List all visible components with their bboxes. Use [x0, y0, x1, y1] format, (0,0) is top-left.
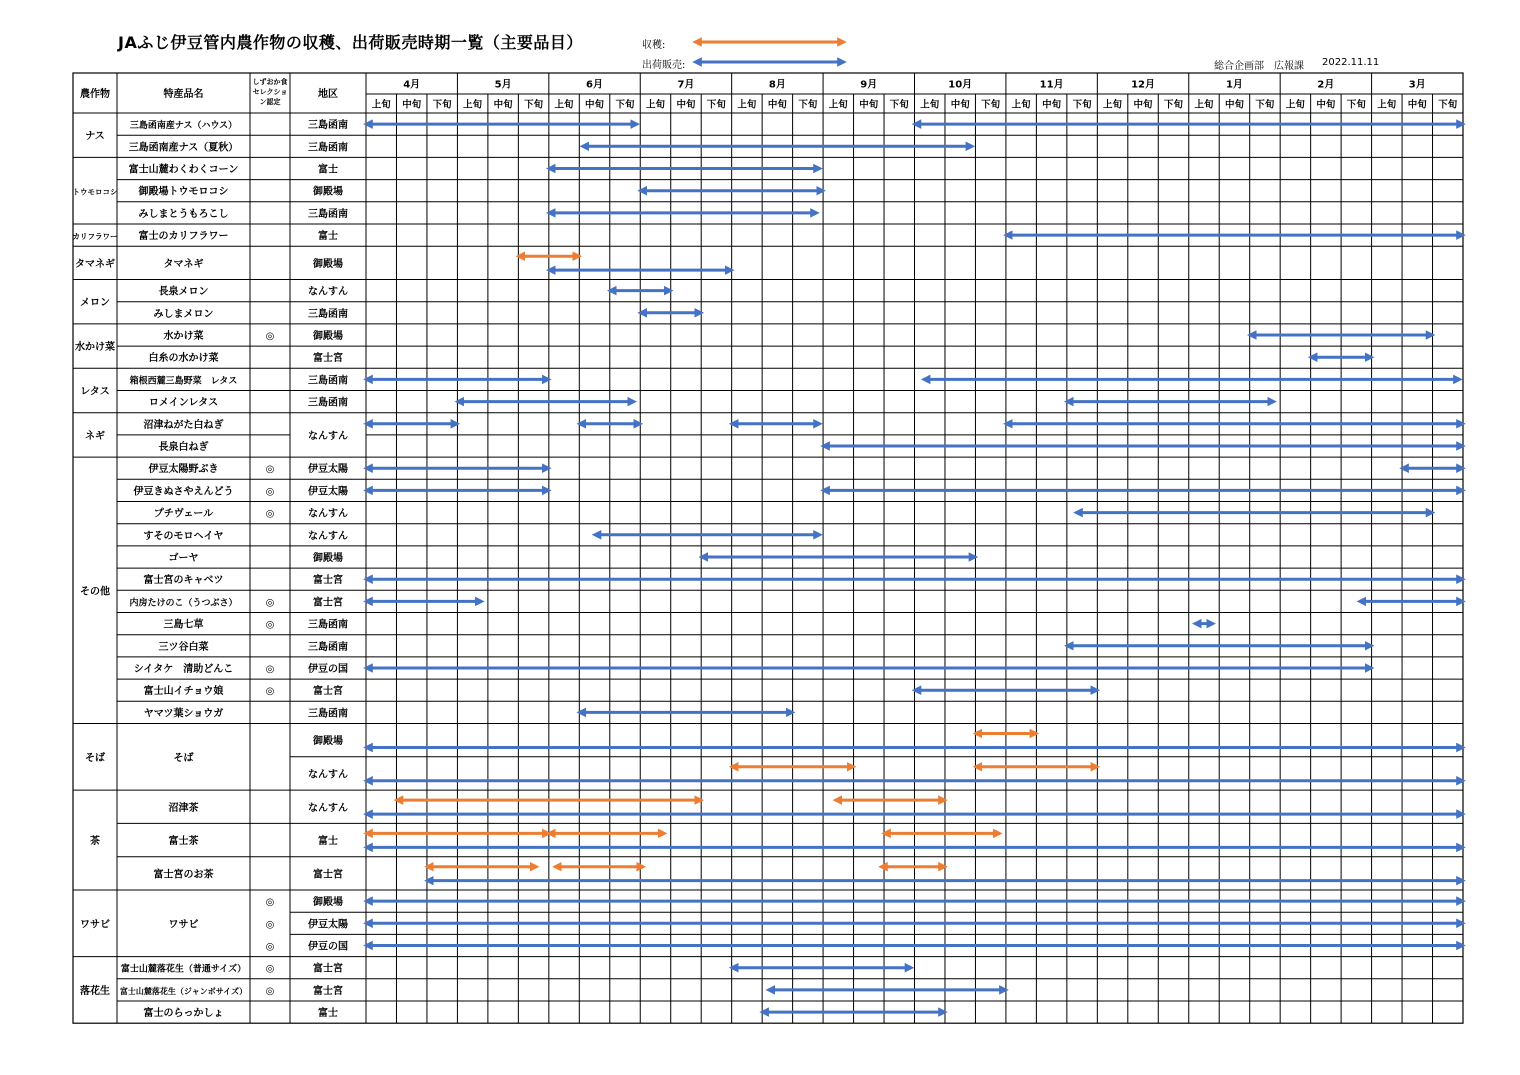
period-label: 中旬: [1042, 99, 1062, 111]
period-label: 下旬: [1255, 99, 1275, 111]
period-label: 上旬: [1194, 99, 1214, 111]
area-name: 伊豆太陽: [308, 486, 348, 498]
product-name: 三島函南産ナス（夏秋）: [128, 142, 239, 154]
area-name: 三島函南: [308, 397, 348, 409]
area-name: なんすん: [308, 802, 348, 814]
area-name: 伊豆の国: [308, 664, 348, 675]
period-label: 上旬: [1377, 99, 1397, 111]
area-name: 三島函南: [308, 708, 348, 720]
period-label: 下旬: [889, 99, 909, 111]
product-name: 富士山イチョウ娘: [143, 686, 224, 698]
product-name: 長泉白ねぎ: [158, 442, 209, 453]
header-product: 特産品名: [163, 89, 204, 100]
area-name: 三島函南: [308, 308, 348, 320]
department-label: 総合企画部 広報課: [1214, 61, 1304, 72]
period-label: 上旬: [920, 99, 940, 111]
month-label: 9月: [860, 79, 878, 91]
area-name: 三島函南: [308, 208, 348, 220]
header-cert-line: ン認定: [259, 98, 281, 106]
cert-mark: ◎: [265, 664, 275, 675]
product-name: 御殿場トウモロコシ: [138, 186, 229, 198]
period-label: 上旬: [645, 99, 665, 111]
cert-mark: ◎: [265, 486, 275, 498]
area-name: なんすん: [308, 430, 348, 442]
product-name: 伊豆太陽野ぶき: [148, 464, 219, 476]
crop-name: トウモロコシ: [72, 187, 118, 197]
area-name: 富士: [318, 231, 338, 243]
month-label: 2月: [1317, 79, 1335, 91]
month-label: 6月: [586, 79, 604, 91]
product-name: ゴーヤ: [168, 553, 199, 564]
area-name: 富士宮: [313, 963, 343, 975]
product-name: 富士宮のキャベツ: [143, 575, 224, 587]
area-name: 三島函南: [308, 142, 348, 154]
crop-name: 茶: [90, 836, 100, 848]
period-label: 上旬: [371, 99, 391, 111]
cert-mark: ◎: [265, 686, 275, 698]
crop-name: ネギ: [85, 430, 105, 442]
area-name: なんすん: [308, 769, 348, 781]
period-label: 下旬: [615, 99, 635, 111]
area-name: なんすん: [308, 530, 348, 542]
period-label: 中旬: [767, 99, 787, 111]
area-name: なんすん: [308, 508, 348, 520]
cert-mark: ◎: [265, 508, 275, 520]
product-name: 三ツ谷白菜: [158, 641, 209, 653]
month-label: 7月: [677, 79, 695, 91]
header-crop: 農作物: [80, 89, 110, 100]
product-name: すそのモロヘイヤ: [143, 530, 224, 542]
area-name: 富士宮: [313, 985, 343, 997]
area-name: 伊豆太陽: [308, 919, 348, 931]
crop-name: カリフラワー: [72, 232, 118, 242]
product-name: ヤマツ葉ショウガ: [143, 708, 224, 720]
period-label: 下旬: [798, 99, 818, 111]
period-label: 下旬: [1438, 99, 1458, 111]
header-cert-line: セレクショ: [252, 88, 288, 96]
legend-shipping-label: 出荷販売:: [642, 60, 686, 71]
product-name: 富士山麓わくわくコーン: [128, 164, 239, 176]
area-name: 御殿場: [313, 186, 343, 198]
period-label: 下旬: [1346, 99, 1366, 111]
period-label: 下旬: [706, 99, 726, 111]
period-label: 上旬: [1103, 99, 1123, 111]
area-name: 御殿場: [313, 553, 343, 564]
period-label: 中旬: [1224, 99, 1244, 111]
period-label: 上旬: [1011, 99, 1031, 111]
header-area: 地区: [318, 89, 338, 100]
period-label: 中旬: [859, 99, 879, 111]
product-name: そば: [173, 752, 194, 764]
period-label: 下旬: [524, 99, 544, 111]
month-label: 12月: [1131, 79, 1156, 91]
legend-harvest-label: 収穫:: [642, 40, 666, 51]
area-name: 御殿場: [313, 897, 343, 909]
period-label: 下旬: [981, 99, 1001, 111]
period-label: 中旬: [1316, 99, 1336, 111]
period-label: 下旬: [1072, 99, 1092, 111]
crop-name: レタス: [80, 386, 110, 398]
cert-mark: ◎: [265, 897, 275, 909]
product-name: ロメインレタス: [148, 397, 219, 409]
crop-name: そば: [85, 752, 105, 764]
product-name: シイタケ 清助どんこ: [133, 664, 234, 675]
area-name: 御殿場: [313, 331, 343, 342]
crop-name: 落花生: [80, 985, 110, 997]
product-name: 伊豆きぬさやえんどう: [133, 486, 234, 498]
crop-name: タマネギ: [75, 258, 115, 270]
cert-mark: ◎: [265, 464, 275, 476]
area-name: 富士宮: [313, 353, 343, 365]
crop-name: メロン: [80, 297, 110, 309]
period-label: 中旬: [585, 99, 605, 111]
cert-mark: ◎: [265, 919, 275, 931]
area-name: 伊豆太陽: [308, 464, 348, 476]
month-label: 8月: [768, 79, 786, 91]
product-name: 富士茶: [168, 836, 199, 848]
product-name: ワサビ: [168, 919, 199, 931]
period-label: 上旬: [828, 99, 848, 111]
period-label: 中旬: [676, 99, 696, 111]
area-name: 三島函南: [308, 641, 348, 653]
product-name: 内房たけのこ（うつぶさ）: [129, 598, 238, 609]
area-name: 富士宮: [313, 869, 343, 881]
area-name: 富士: [318, 164, 338, 176]
month-label: 11月: [1039, 79, 1064, 91]
period-label: 中旬: [950, 99, 970, 111]
area-name: 富士宮: [313, 686, 343, 698]
product-name: 水かけ菜: [163, 331, 204, 342]
crop-name: ワサビ: [80, 919, 110, 931]
product-name: 三島函南産ナス（ハウス）: [129, 121, 238, 132]
period-label: 上旬: [554, 99, 574, 111]
period-label: 中旬: [402, 99, 422, 111]
period-label: 上旬: [737, 99, 757, 111]
month-label: 5月: [494, 79, 512, 91]
area-name: 富士宮: [313, 575, 343, 587]
product-name: 富士のらっかしょ: [143, 1008, 224, 1020]
period-label: 中旬: [1133, 99, 1153, 111]
area-name: 伊豆の国: [308, 941, 348, 953]
product-name: 富士山麓落花生（普通サイズ）: [120, 964, 247, 975]
month-label: 10月: [948, 79, 973, 91]
period-label: 下旬: [1164, 99, 1184, 111]
month-label: 1月: [1225, 79, 1243, 91]
period-label: 下旬: [432, 99, 452, 111]
product-name: 富士山麓落花生（ジャンボサイズ）: [119, 986, 248, 996]
product-name: 沼津ねがた白ねぎ: [143, 419, 224, 431]
period-label: 中旬: [493, 99, 513, 111]
period-label: 中旬: [1407, 99, 1427, 111]
cert-mark: ◎: [265, 597, 275, 609]
cert-mark: ◎: [265, 619, 275, 631]
product-name: 箱根西麓三島野菜 レタス: [129, 376, 238, 387]
crop-name: ナス: [85, 131, 105, 143]
product-name: 富士のカリフラワー: [138, 231, 229, 243]
month-label: 4月: [403, 79, 421, 91]
crop-name: 水かけ菜: [75, 342, 115, 354]
cert-mark: ◎: [265, 941, 275, 953]
product-name: プチヴェール: [153, 508, 214, 520]
area-name: 御殿場: [313, 736, 343, 748]
product-name: 三島七草: [163, 619, 204, 631]
cert-mark: ◎: [265, 331, 275, 342]
month-label: 3月: [1408, 79, 1426, 91]
area-name: 三島函南: [308, 375, 348, 387]
product-name: タマネギ: [163, 258, 204, 270]
period-label: 上旬: [463, 99, 483, 111]
cert-mark: ◎: [265, 963, 275, 975]
area-name: 富士: [318, 836, 338, 848]
area-name: 富士宮: [313, 597, 343, 609]
product-name: みしまとうもろこし: [138, 208, 229, 220]
area-name: なんすん: [308, 286, 348, 298]
period-label: 上旬: [1285, 99, 1305, 111]
product-name: みしまメロン: [153, 308, 214, 320]
header-cert-line: しずおか食: [252, 78, 288, 86]
date-label: 2022.11.11: [1322, 57, 1380, 68]
area-name: 富士: [318, 1008, 338, 1020]
cert-mark: ◎: [265, 985, 275, 997]
area-name: 御殿場: [313, 258, 343, 270]
product-name: 白糸の水かけ菜: [148, 353, 219, 365]
area-name: 三島函南: [308, 120, 348, 132]
area-name: 三島函南: [308, 619, 348, 631]
crop-name: その他: [80, 586, 110, 598]
product-name: 富士宮のお茶: [153, 869, 214, 881]
page-title: JAふじ伊豆管内農作物の収穫、出荷販売時期一覧（主要品目）: [118, 33, 583, 52]
product-name: 長泉メロン: [158, 286, 209, 298]
product-name: 沼津茶: [168, 802, 199, 814]
